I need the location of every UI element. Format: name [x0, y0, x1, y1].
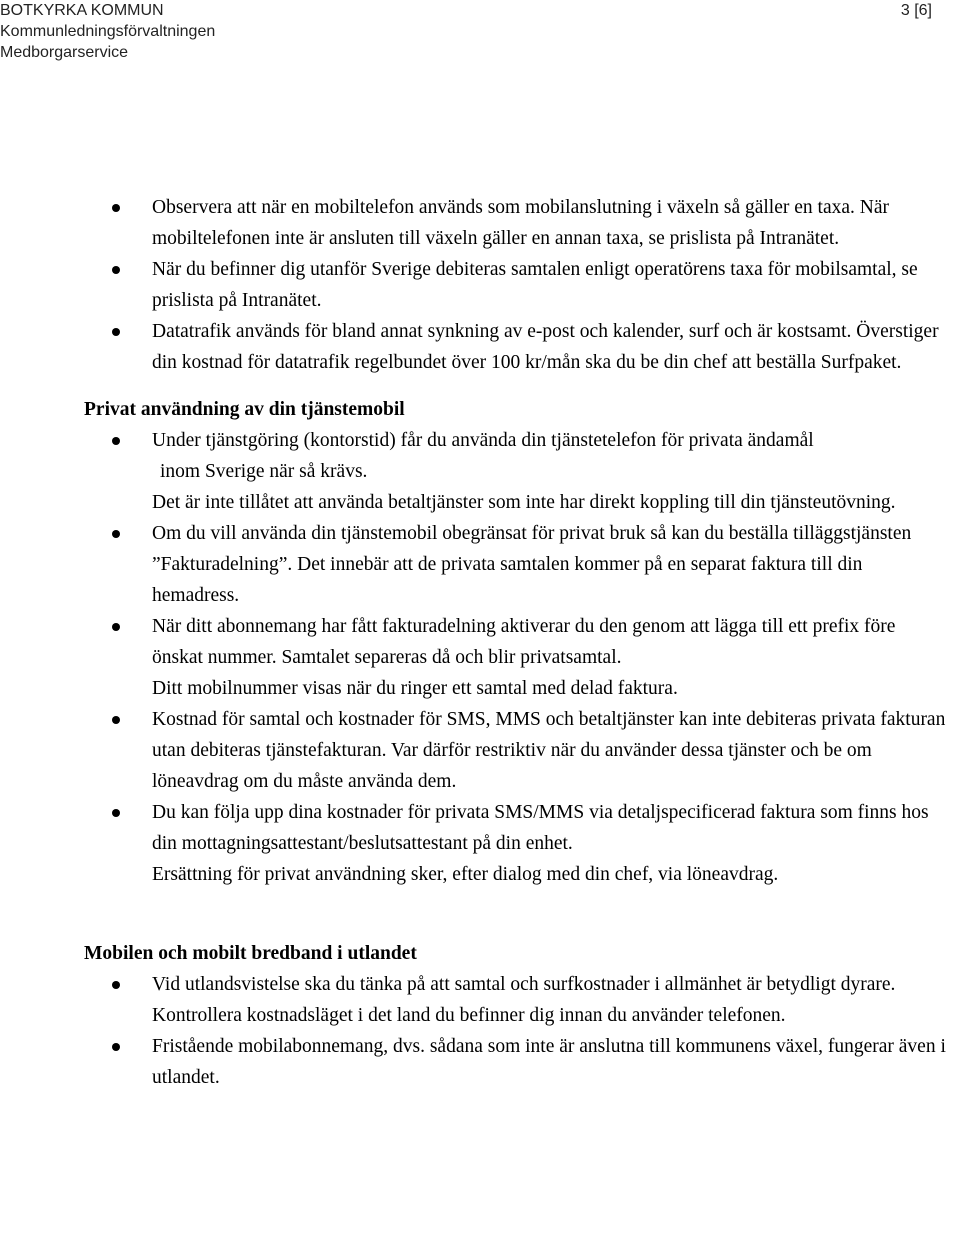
list-item: Fristående mobilabonnemang, dvs. sådana som inte är anslutna till kommunens växel, fungerar även i utlandet. [84, 1031, 950, 1093]
document-body [84, 192, 950, 1093]
paragraph: Det är inte tillåtet att använda betaltjänster som inte har direkt koppling till din tjänsteutövning. [152, 492, 896, 513]
bullet-icon [112, 623, 120, 631]
bullet-icon [112, 437, 120, 445]
bullet-icon [112, 809, 120, 817]
bullet-icon [112, 530, 120, 538]
section-heading-abroad: Mobilen och mobilt bredband i utlandet [84, 943, 417, 964]
department-name: Kommunledningsförvaltningen [0, 23, 216, 40]
bullet-icon [112, 1043, 120, 1051]
list-item: Om du vill använda din tjänstemobil obegränsat för privat bruk så kan du beställa tilläggstjänsten ”Fakturadelning”. Det innebär att de privata samtalen kommer på en separat faktura till din hemadress. [84, 518, 950, 611]
list-item: Datatrafik används för bland annat synkning av e-post och kalender, surf och är kostsamt. Överstiger din kostnad för datatrafik regelbundet över 100 kr/mån ska du be din chef att beställa Surfpaket. [84, 316, 950, 378]
section-heading-private-use: Privat användning av din tjänstemobil [84, 399, 405, 420]
paragraph: Ersättning för privat användning sker, efter dialog med din chef, via löneavdrag. [152, 864, 779, 885]
section3-list [84, 969, 950, 1093]
list-item: Du kan följa upp dina kostnader för privata SMS/MMS via detaljspecificerad faktura som finns hos din mottagningsattestant/beslutsattestant på din enhet. [84, 797, 950, 859]
section1-list [84, 192, 950, 378]
list-item: Vid utlandsvistelse ska du tänka på att samtal och surfkostnader i allmänhet är betydligt dyrare. Kontrollera kostnadsläget i det land du befinner dig innan du använder telefonen. [84, 969, 950, 1031]
bullet-icon [112, 328, 120, 336]
list-item: När du befinner dig utanför Sverige debiteras samtalen enligt operatörens taxa för mobilsamtal, se prislista på Intranätet. [84, 254, 950, 316]
list-item: Under tjänstgöring (kontorstid) får du använda din tjänstetelefon för privata ändamål [84, 425, 950, 456]
list-item: Kostnad för samtal och kostnader för SMS, MMS och betaltjänster kan inte debiteras privata fakturan utan debiteras tjänstefakturan. Var därför restriktiv när du använder dessa tjänster och be om löneavdrag om du måste använda dem. [84, 704, 950, 797]
paragraph: Ditt mobilnummer visas när du ringer ett samtal med delad faktura. [152, 678, 678, 699]
bullet-icon [112, 204, 120, 212]
page-number: 3 [6] [900, 2, 932, 19]
page-header [0, 0, 215, 63]
org-name: BOTKYRKA KOMMUN [0, 2, 164, 19]
list-item: När ditt abonnemang har fått fakturadelning aktiverar du den genom att lägga till ett prefix före önskat nummer. Samtalet separeras då och blir privatsamtal. [84, 611, 950, 673]
continuation-text: inom Sverige när så krävs. [160, 461, 368, 482]
bullet-icon [112, 981, 120, 989]
bullet-icon [112, 716, 120, 724]
bullet-icon [112, 266, 120, 274]
list-item: Observera att när en mobiltelefon används som mobilanslutning i växeln så gäller en taxa. När mobiltelefonen inte är ansluten till växeln gäller en annan taxa, se prislista på Intranätet. [84, 192, 950, 254]
unit-name: Medborgarservice [0, 44, 129, 61]
section2-list [84, 425, 950, 456]
